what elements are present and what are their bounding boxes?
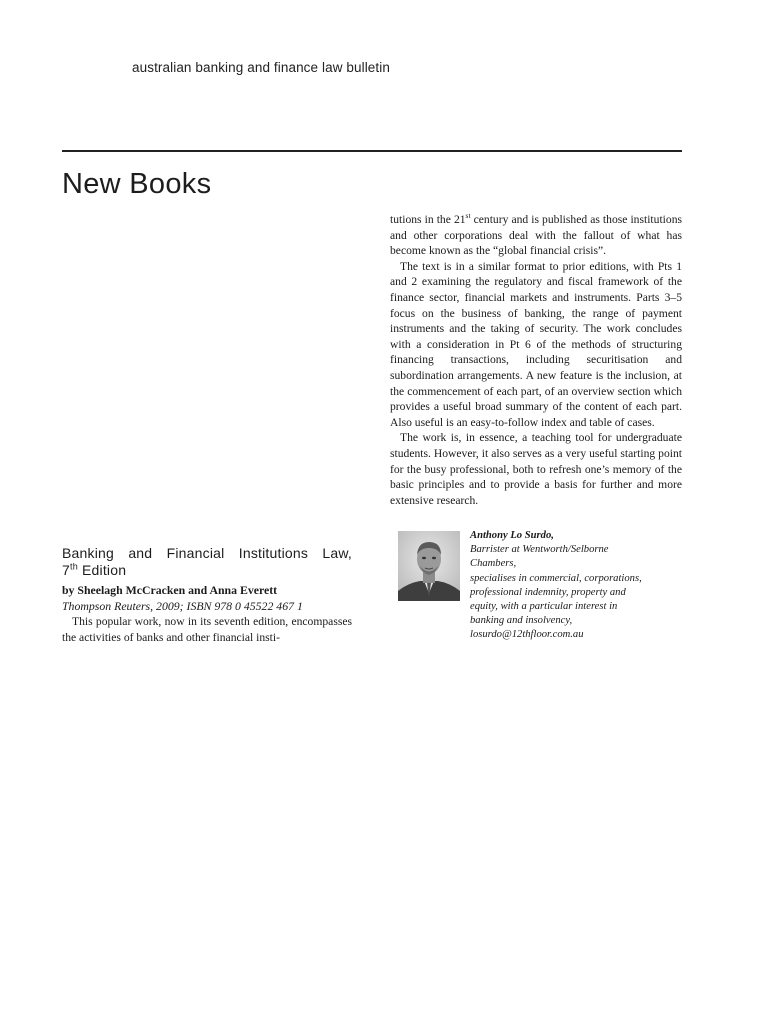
reviewer-email[interactable]: losurdo@12thfloor.com.au (470, 629, 584, 641)
review-text-left (62, 614, 352, 645)
review-paragraph: The text is in a similar format to prior editions, with Pts 1 and 2 examining the regulatory and fiscal framework of the finance sector, financial markets and instruments. Parts 3–5 focus on the business of banking, the range of payment instruments and the taking of security. The work concludes with a consideration in Pt 6 of the methods of structuring financing transactions, including securitisation and subordination arrangements. A new feature is the inclusion, at the commencement of each part, of an overview section which provides a useful broad summary of the content of each part. Also useful is an easy-to-follow index and table of cases. (390, 259, 682, 429)
section-title: New Books (62, 168, 212, 200)
running-header: australian banking and finance law bulletin (132, 60, 390, 75)
reviewer-bio-line: professional indemnity, property and (470, 586, 626, 598)
book-publication: Thompson Reuters, 2009; ISBN 978 0 45522 467 1 (62, 599, 303, 613)
book-authors: by Sheelagh McCracken and Anna Everett (62, 583, 278, 597)
reviewer-bio-line: banking and insolvency, (470, 615, 573, 627)
review-paragraph: The work is, in essence, a teaching tool for undergraduate students. However, it also serves as a very useful starting point for the busy professional, both to refresh one’s memory of the basic principles and to provide a basis for further and more extensive research. (390, 431, 682, 507)
review-paragraph (390, 212, 682, 259)
century-suffix: st (465, 211, 471, 221)
book-title-line: Banking and Financial Institutions Law, (62, 545, 352, 561)
book-edition-word: Edition (77, 562, 127, 578)
reviewer-details (470, 529, 680, 643)
portrait-image (398, 531, 460, 601)
reviewer-bio-line: Barrister at Wentworth/Selborne (470, 544, 609, 556)
left-column (62, 545, 352, 645)
review-text-fragment: century and is published as those institutions and other corporations deal with the fallout of what has become known as the “global financial crisis”. (390, 213, 683, 258)
reviewer-name: Anthony Lo Surdo, (470, 530, 554, 541)
review-text-fragment: tutions in the 21 (390, 213, 466, 226)
review-paragraph: This popular work, now in its seventh edition, encompasses the activities of banks and other financial insti- (62, 615, 352, 644)
reviewer-bio-line: Chambers, (470, 558, 517, 570)
right-column (390, 212, 682, 508)
reviewer-bio-line: equity, with a particular interest in (470, 601, 618, 613)
book-edition-suffix: th (70, 561, 78, 572)
reviewer-photo (398, 531, 460, 601)
header-rule (62, 150, 682, 152)
book-edition-number: 7 (62, 562, 70, 578)
book-title (62, 545, 352, 579)
reviewer-bio-line: specialises in commercial, corporations, (470, 572, 642, 584)
